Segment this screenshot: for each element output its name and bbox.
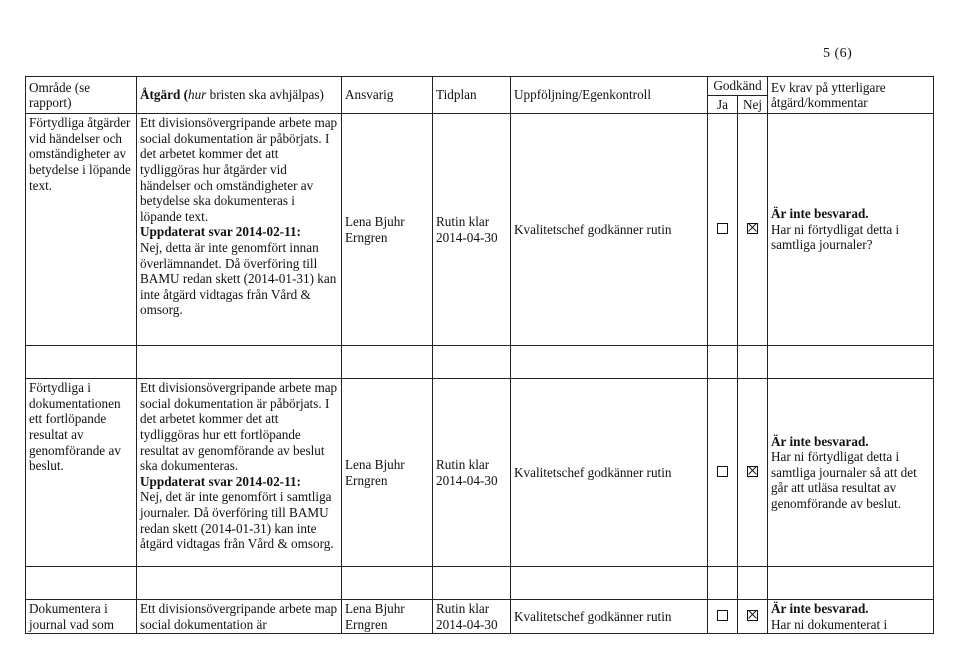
approved-yes-cell[interactable] bbox=[708, 600, 738, 634]
action-text: Ett divisionsövergripande arbete map social dokumentation är påbörjats. I det arbetet kommer det att tydliggöras hur åtgärder vid händelser och omständigheter av betydelse ska dokumenteras i löpande text. bbox=[140, 115, 338, 224]
approved-yes-cell[interactable] bbox=[708, 114, 738, 346]
comment-text: Har ni förtydligat detta i samtliga journaler? bbox=[771, 221, 900, 253]
schedule-cell: Rutin klar 2014-04-30 bbox=[433, 600, 511, 634]
approved-no-cell[interactable] bbox=[738, 114, 768, 346]
responsible-cell: Lena Bjuhr Erngren bbox=[342, 600, 433, 634]
header-no: Nej bbox=[738, 95, 768, 114]
approved-no-checkbox[interactable] bbox=[747, 223, 758, 234]
area-cell: Förtydliga i dokumentationen ett fortlöpande resultat av genomförande av beslut. bbox=[26, 379, 137, 567]
header-area: Område (se rapport) bbox=[26, 77, 137, 114]
comment-cell bbox=[768, 379, 934, 567]
header-action-italic: hur bbox=[187, 87, 207, 103]
approved-yes-cell[interactable] bbox=[708, 379, 738, 567]
comment-cell bbox=[768, 114, 934, 346]
header-action-suffix: bristen ska avhjälpas) bbox=[206, 87, 324, 103]
responsible-cell: Lena Bjuhr Erngren bbox=[342, 379, 433, 567]
header-approved: Godkänd bbox=[708, 77, 768, 96]
header-yes: Ja bbox=[708, 95, 738, 114]
responsible-cell: Lena Bjuhr Erngren bbox=[342, 114, 433, 346]
schedule-cell: Rutin klar 2014-04-30 bbox=[433, 379, 511, 567]
header-responsible: Ansvarig bbox=[342, 77, 433, 114]
page-number: 5 (6) bbox=[823, 46, 853, 61]
header-schedule: Tidplan bbox=[433, 77, 511, 114]
action-cell: Ett divisionsövergripande arbete map social dokumentation är bbox=[137, 600, 342, 634]
comment-text: Har ni dokumenterat i bbox=[771, 616, 888, 632]
followup-cell: Kvalitetschef godkänner rutin bbox=[511, 379, 708, 567]
area-cell: Förtydliga åtgärder vid händelser och omständigheter av betydelse i löpande text. bbox=[26, 114, 137, 346]
row-spacer bbox=[26, 346, 934, 379]
table-row bbox=[26, 114, 934, 346]
table-row bbox=[26, 600, 934, 634]
followup-cell: Kvalitetschef godkänner rutin bbox=[511, 114, 708, 346]
header-followup: Uppföljning/Egenkontroll bbox=[511, 77, 708, 114]
header-further: Ev krav på ytterligare åtgärd/kommentar bbox=[768, 77, 934, 114]
followup-cell: Kvalitetschef godkänner rutin bbox=[511, 600, 708, 634]
action-text: Ett divisionsövergripande arbete map social dokumentation är påbörjats. I det arbetet kommer det att tydliggöras hur ett fortlöpande resultat av genomförande av beslut ska dokumenteras. bbox=[140, 380, 338, 474]
table-row bbox=[26, 379, 934, 567]
comment-status: Är inte besvarad. bbox=[771, 433, 869, 449]
area-cell: Dokumentera i journal vad som bbox=[26, 600, 137, 634]
action-cell bbox=[137, 379, 342, 567]
update-text: Nej, det är inte genomfört i samtliga journaler. Då överföring till BAMU redan skett (2014-01-31) kan inte åtgärd vidtagas från Vård & omsorg. bbox=[140, 489, 334, 552]
action-cell bbox=[137, 114, 342, 346]
update-text: Nej, detta är inte genomfört innan överlämnandet. Då överföring till BAMU redan skett (2014-01-31) kan inte åtgärd vidtagas från Vård & omsorg. bbox=[140, 239, 337, 318]
comment-cell bbox=[768, 600, 934, 634]
update-label: Uppdaterat svar 2014-02-11: bbox=[140, 473, 301, 489]
approved-yes-checkbox[interactable] bbox=[717, 466, 728, 477]
header-row bbox=[26, 77, 934, 96]
approved-no-checkbox[interactable] bbox=[747, 610, 758, 621]
approved-no-checkbox[interactable] bbox=[747, 466, 758, 477]
header-action-label: Åtgärd ( bbox=[140, 87, 188, 103]
approved-yes-checkbox[interactable] bbox=[717, 223, 728, 234]
comment-text: Har ni förtydligat detta i samtliga journaler så att det går att utläsa resultat av genomförande av beslut. bbox=[771, 449, 917, 512]
action-plan-table bbox=[25, 76, 934, 634]
approved-no-cell[interactable] bbox=[738, 379, 768, 567]
approved-no-cell[interactable] bbox=[738, 600, 768, 634]
schedule-cell: Rutin klar 2014-04-30 bbox=[433, 114, 511, 346]
approved-yes-checkbox[interactable] bbox=[717, 610, 728, 621]
comment-status: Är inte besvarad. bbox=[771, 206, 869, 222]
row-spacer bbox=[26, 567, 934, 600]
comment-status: Är inte besvarad. bbox=[771, 601, 869, 617]
update-label: Uppdaterat svar 2014-02-11: bbox=[140, 224, 301, 240]
header-action bbox=[137, 77, 342, 114]
